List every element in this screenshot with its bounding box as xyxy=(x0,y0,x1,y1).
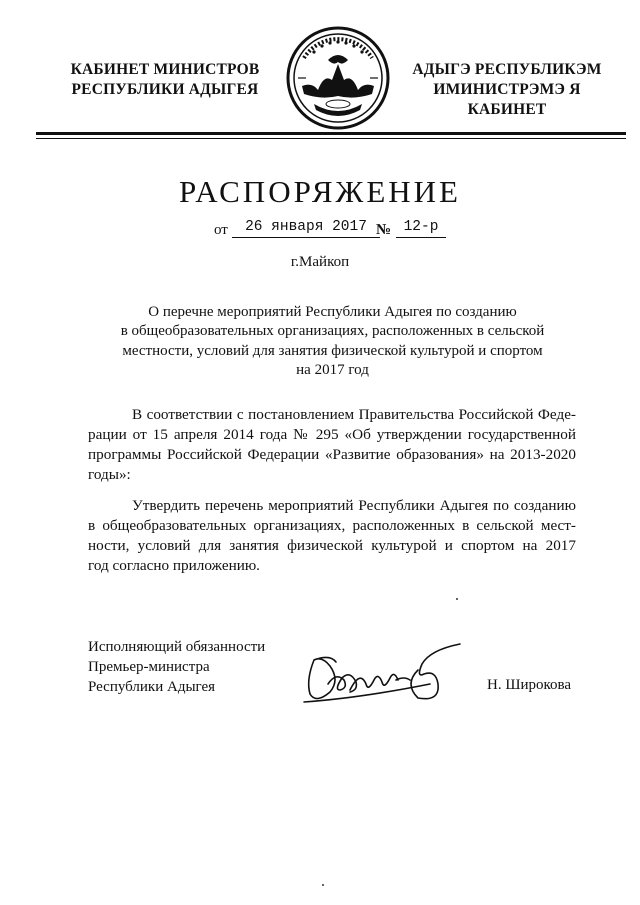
paragraph-line: годы»: xyxy=(88,466,131,483)
header-left-line1: КАБИНЕТ МИНИСТРОВ xyxy=(70,61,260,78)
header-left-line2: РЕСПУБЛИКИ АДЫГЕЯ xyxy=(71,81,259,98)
header-divider-thin xyxy=(36,138,626,139)
signatory-title xyxy=(88,637,265,697)
body-paragraph-1 xyxy=(88,405,576,485)
paragraph-line: В соответствии с постановлением Правительства Российской Феде- xyxy=(132,406,576,423)
signatory-line: Премьер-министра xyxy=(88,659,210,675)
header-left xyxy=(60,60,270,100)
subject-line: в общеобразовательных организациях, расположенных в сельской xyxy=(120,323,545,340)
paragraph-line: в общеобразовательных организациях, расположенных в сельской мест- xyxy=(88,517,576,534)
paragraph-line: Утвердить перечень мероприятий Республики Адыгея по созданию xyxy=(132,497,576,514)
signatory-line: Республики Адыгея xyxy=(88,679,216,695)
paragraph-line: программы Российской Федерации «Развитие образования» на 2013-2020 xyxy=(88,446,576,463)
subject-line: местности, условий для занятия физической культурой и спортом xyxy=(122,342,543,359)
coat-of-arms-icon xyxy=(284,24,392,132)
scan-speck xyxy=(456,598,458,600)
number-sign: № xyxy=(376,222,392,238)
subject-line: на 2017 год xyxy=(296,361,369,378)
scan-speck xyxy=(322,884,324,886)
document-city: г.Майкоп xyxy=(290,254,350,270)
paragraph-line: год согласно приложению. xyxy=(88,557,260,574)
document-title: РАСПОРЯЖЕНИЕ xyxy=(179,174,461,209)
subject-line: О перечне мероприятий Республики Адыгея по созданию xyxy=(148,304,517,320)
paragraph-line: рации от 15 апреля 2014 года № 295 «Об утверждении государственной xyxy=(88,426,576,443)
header-right-line1: АДЫГЭ РЕСПУБЛИКЭМ xyxy=(412,61,602,78)
signatory-name: Н. Широкова xyxy=(487,677,572,693)
document-number: 12-р xyxy=(396,219,446,238)
body-paragraph-2 xyxy=(88,496,576,576)
header-divider-thick xyxy=(36,132,626,135)
signatory-line: Исполняющий обязанности xyxy=(88,639,266,655)
handwritten-signature-icon xyxy=(300,640,470,720)
document-subject xyxy=(90,303,575,380)
date-prefix: от xyxy=(214,222,228,238)
header-right xyxy=(392,60,622,120)
header-right-line2: ИМИНИСТРЭМЭ Я КАБИНЕТ xyxy=(433,81,581,118)
document-date: 26 января 2017 xyxy=(232,219,380,238)
paragraph-line: ности, условий для занятия физической культурой и спортом на 2017 xyxy=(88,537,576,554)
